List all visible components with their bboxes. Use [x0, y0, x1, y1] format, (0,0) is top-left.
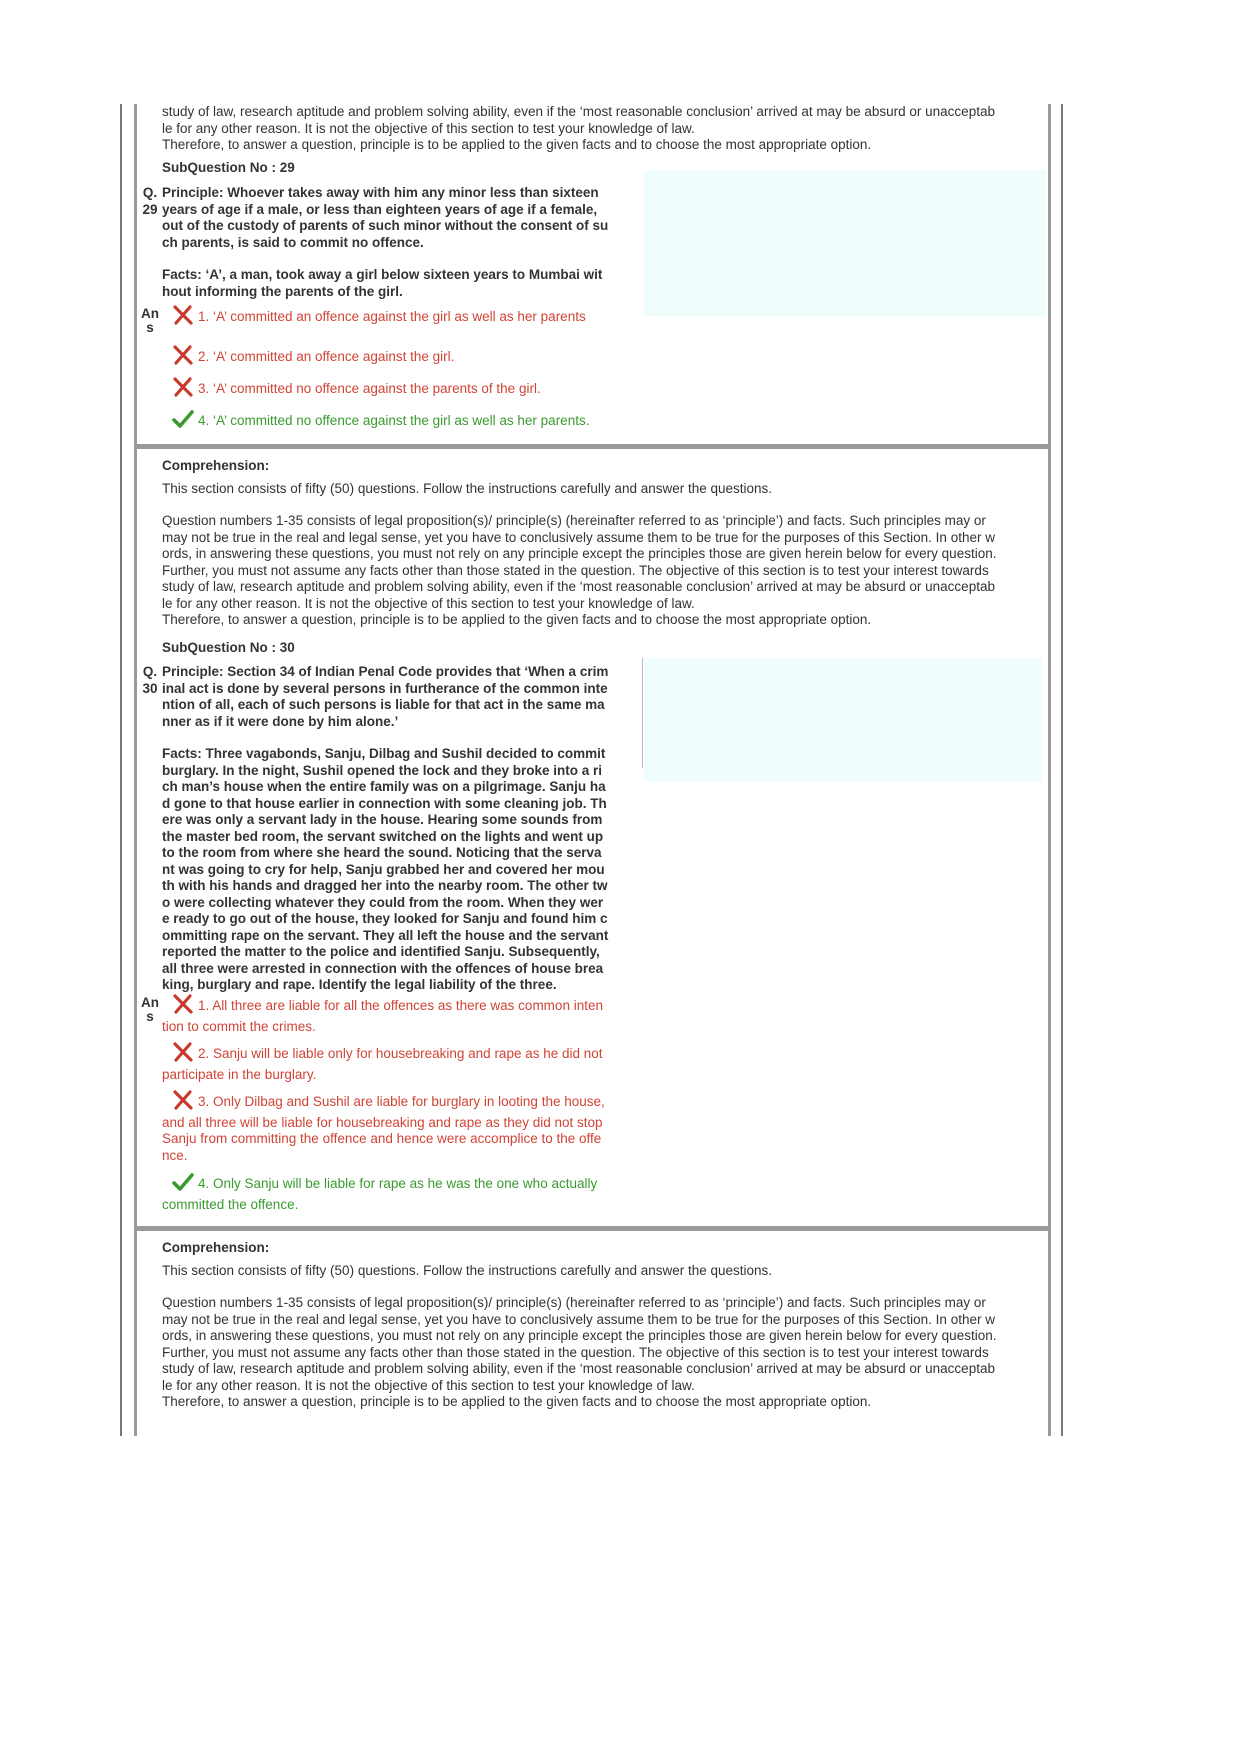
option-text: committed the offence.: [162, 1196, 299, 1212]
instruction-line: study of law, research aptitude and problem solving ability, even if the ‘most reasonable conclusion’ arrived at may be absurd or unacceptab: [162, 579, 995, 594]
facts-line: all three were arrested in connection with the offences of house brea: [162, 960, 604, 976]
cross-mark-icon: [172, 1090, 194, 1110]
answer-label: [139, 996, 161, 1024]
option-text: 4. ‘A’ committed no offence against the girl as well as her parents.: [198, 413, 590, 428]
comprehension-heading: Comprehension:: [162, 458, 270, 473]
cross-mark-icon: [172, 377, 194, 397]
facts-line: nt was going to cry for help, Sanju grabbed her and covered her mou: [162, 861, 605, 877]
answer-option-3: [172, 377, 541, 398]
facts-line: e ready to go out of the house, they looked for Sanju and found him c: [162, 911, 608, 926]
comprehension-intro: This section consists of fifty (50) questions. Follow the instructions carefully and answer the questions.: [162, 480, 773, 496]
principle-line: years of age if a male, or less than eighteen years of age if a female,: [162, 201, 598, 217]
facts-line: d gone to that house earlier in connection with some cleaning job. Th: [162, 795, 607, 811]
answer-label-line: An: [141, 306, 159, 321]
answer-label-line: s: [146, 1009, 154, 1024]
answer-label-line: s: [146, 320, 154, 335]
answer-label-line: An: [141, 995, 159, 1010]
instruction-line: le for any other reason. It is not the objective of this section to test your knowledge of law.: [162, 1377, 695, 1393]
principle-line: Principle: Section 34 of Indian Penal Code provides that ‘When a crim: [162, 664, 609, 679]
image-placeholder: [644, 170, 1046, 316]
instruction-line: Therefore, to answer a question, principle is to be applied to the given facts and to choose the most appropriate option.: [162, 1394, 872, 1409]
option-text: 3. Only Dilbag and Sushil are liable for burglary in looting the house,: [198, 1094, 605, 1109]
instruction-line: study of law, research aptitude and problem solving ability, even if the ‘most reasonable conclusion’ arrived at may be absurd or unacceptab: [162, 1361, 995, 1376]
principle-line: ntion of all, each of such persons is liable for that act in the same ma: [162, 697, 605, 712]
section-divider: [134, 444, 1051, 449]
check-mark-icon: [172, 409, 194, 429]
image-placeholder: [644, 658, 1042, 782]
principle-line: ch parents, is said to commit no offence.: [162, 234, 424, 250]
answer-option-4: [162, 1172, 642, 1213]
option-text: 3. ‘A’ committed no offence against the parents of the girl.: [198, 381, 541, 396]
question-number-prefix: Q.: [142, 664, 158, 679]
facts-line: king, burglary and rape. Identify the legal liability of the three.: [162, 977, 557, 992]
question-paper-frame: [120, 104, 1063, 1436]
facts-line: to the room from where she heard the sound. Noticing that the serva: [162, 845, 602, 860]
answer-option-1: [162, 994, 642, 1035]
instruction-line: le for any other reason. It is not the objective of this section to test your knowledge of law.: [162, 595, 695, 611]
instruction-line: Question numbers 1-35 consists of legal proposition(s)/ principle(s) (hereinafter referred to as ‘principle’) and facts. Such principles may or: [162, 1295, 986, 1310]
facts-line: ere was only a servant lady in the house. Hearing some sounds from: [162, 812, 603, 827]
cross-mark-icon: [172, 345, 194, 365]
answer-option-2: [172, 345, 454, 366]
answer-label: [139, 307, 161, 335]
outer-border-right: [1061, 104, 1063, 1436]
inner-border-right: [1048, 104, 1051, 1436]
inner-border-left: [134, 104, 137, 1436]
instruction-line: may not be true in the real and legal sense, yet you have to conclusively assume them to be true for the purposes of this Section. In other w: [162, 1311, 995, 1327]
facts-line: hout informing the parents of the girl.: [162, 283, 403, 299]
subquestion-label: SubQuestion No : 30: [162, 640, 295, 655]
instruction-line: Therefore, to answer a question, principle is to be applied to the given facts and to choose the most appropriate option.: [162, 137, 872, 152]
facts-line: burglary. In the night, Sushil opened the lock and they broke into a ri: [162, 762, 603, 778]
facts-line: reported the matter to the police and identified Sanju. Subsequently,: [162, 944, 600, 959]
instruction-line: study of law, research aptitude and problem solving ability, even if the ‘most reasonable conclusion’ arrived at may be absurd or unacceptab: [162, 104, 995, 119]
cross-mark-icon: [172, 305, 194, 325]
question-number: [139, 185, 161, 218]
instruction-line: may not be true in the real and legal sense, yet you have to conclusively assume them to be true for the purposes of this Section. In other w: [162, 529, 995, 545]
question-text: [162, 185, 642, 300]
facts-line: th with his hands and dragged her into the nearby room. The other tw: [162, 878, 608, 893]
check-mark-icon: [172, 1172, 194, 1192]
option-text: nce.: [162, 1147, 188, 1163]
question-text: [162, 664, 642, 994]
answer-option-4: [172, 409, 589, 430]
option-text: 4. Only Sanju will be liable for rape as he was the one who actually: [198, 1176, 598, 1191]
question-number: [139, 664, 161, 697]
question-number-value: 30: [142, 680, 158, 696]
outer-border-left: [120, 104, 122, 1436]
comprehension-block: [162, 458, 1050, 629]
instruction-line: ords, in answering these questions, you must not rely on any principle except the principles those are given herein below for every question.: [162, 546, 997, 561]
option-text: participate in the burglary.: [162, 1066, 317, 1082]
instruction-line: le for any other reason. It is not the objective of this section to test your knowledge of law.: [162, 120, 695, 136]
facts-line: Facts: Three vagabonds, Sanju, Dilbag and Sushil decided to commit: [162, 746, 606, 761]
comprehension-heading: Comprehension:: [162, 1240, 270, 1255]
option-text: 2. ‘A’ committed an offence against the girl.: [198, 349, 455, 364]
facts-line: o were collecting whatever they could from the room. When they wer: [162, 894, 604, 910]
principle-line: out of the custody of parents of such minor without the consent of su: [162, 218, 609, 233]
image-placeholder-edge: [642, 658, 643, 768]
option-text: tion to commit the crimes.: [162, 1018, 316, 1034]
answer-option-2: [162, 1042, 642, 1083]
answer-option-1: [172, 305, 586, 326]
principle-line: nner as if it were done by him alone.’: [162, 713, 399, 729]
comprehension-block: [162, 1240, 1050, 1411]
instruction-line: Further, you must not assume any facts other than those stated in the question. The objective of this section is to test your interest towards: [162, 1344, 989, 1360]
instruction-line: Question numbers 1-35 consists of legal proposition(s)/ principle(s) (hereinafter referred to as ‘principle’) and facts. Such principles may or: [162, 513, 986, 528]
answer-option-3: [162, 1090, 642, 1164]
principle-line: Principle: Whoever takes away with him any minor less than sixteen: [162, 185, 599, 200]
question-number-value: 29: [142, 201, 158, 217]
option-text: 1. All three are liable for all the offences as there was common inten: [198, 998, 603, 1013]
instruction-line: Further, you must not assume any facts other than those stated in the question. The objective of this section is to test your interest towards: [162, 562, 989, 578]
facts-line: the master bed room, the servant switched on the lights and went up: [162, 828, 604, 844]
facts-line: Facts: ‘A’, a man, took away a girl below sixteen years to Mumbai wit: [162, 267, 603, 282]
facts-line: ch man’s house when the entire family was on a pilgrimage. Sanju ha: [162, 779, 606, 794]
subquestion-label: SubQuestion No : 29: [162, 160, 295, 175]
instructions-fragment: [162, 104, 1050, 154]
facts-line: ommitting rape on the servant. They all left the house and the servant: [162, 927, 609, 943]
section-divider: [134, 1226, 1051, 1231]
option-text: 1. ‘A’ committed an offence against the girl as well as her parents: [198, 309, 586, 324]
question-number-prefix: Q.: [142, 185, 158, 200]
cross-mark-icon: [172, 1042, 194, 1062]
instruction-line: ords, in answering these questions, you must not rely on any principle except the principles those are given herein below for every question.: [162, 1328, 997, 1343]
principle-line: inal act is done by several persons in furtherance of the common inte: [162, 680, 608, 696]
instruction-line: Therefore, to answer a question, principle is to be applied to the given facts and to choose the most appropriate option.: [162, 612, 872, 627]
option-text: 2. Sanju will be liable only for housebreaking and rape as he did not: [198, 1046, 603, 1061]
option-text: and all three will be liable for housebreaking and rape as they did not stop: [162, 1114, 603, 1130]
comprehension-intro: This section consists of fifty (50) questions. Follow the instructions carefully and answer the questions.: [162, 1262, 773, 1278]
option-text: Sanju from committing the offence and hence were accomplice to the offe: [162, 1131, 602, 1146]
cross-mark-icon: [172, 994, 194, 1014]
